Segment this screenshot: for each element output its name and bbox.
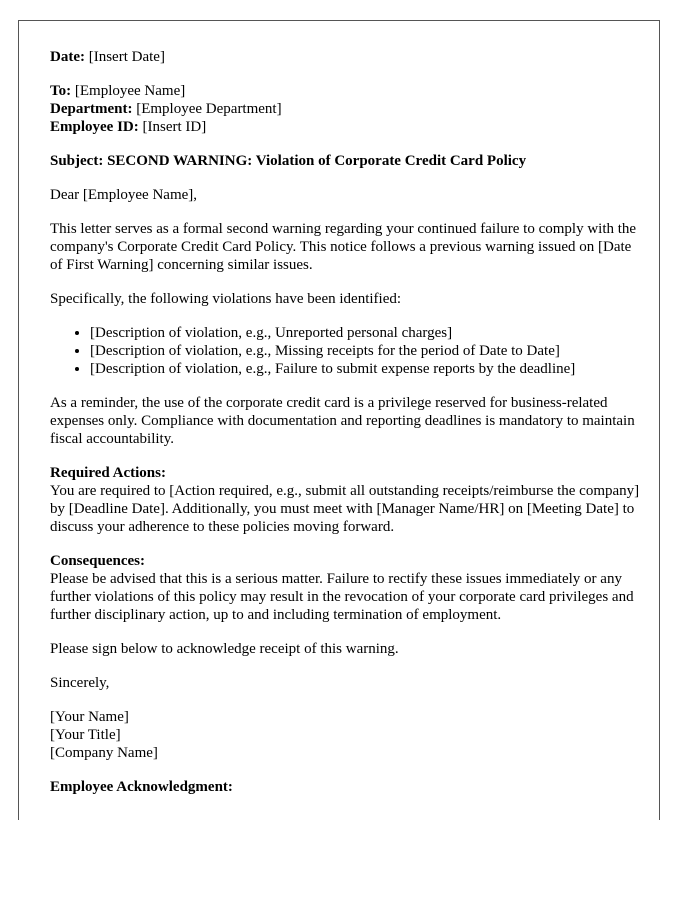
date-block xyxy=(50,48,645,66)
list-item: • [Description of violation, e.g., Missing receipts for the period of Date to Date] xyxy=(90,342,645,360)
signature-name: [Your Name] xyxy=(50,709,129,725)
to-line xyxy=(50,82,645,100)
subject-text: Subject: SECOND WARNING: Violation of Corporate Credit Card Policy xyxy=(50,153,527,169)
required-actions-text: You are required to [Action required, e.g., submit all outstanding receipts/reimburse the company] by [Deadline Date]. Additionally, you must meet with [Manager Name/HR] on [Meeting Date] to discuss your adherence to these policies moving forward. xyxy=(50,483,640,535)
intro-paragraph: This letter serves as a formal second warning regarding your continued failure to comply with the company's Corporate Credit Card Policy. This notice follows a previous warning issued on [Date of First Warning] concerning similar issues. xyxy=(50,221,637,273)
department-line xyxy=(50,100,645,118)
date-value: [Insert Date] xyxy=(88,49,165,65)
employee-id-line xyxy=(50,118,645,136)
employee-id-value: [Insert ID] xyxy=(142,119,207,135)
to-label: To: xyxy=(50,83,72,99)
required-actions-section xyxy=(50,464,645,536)
recipient-block xyxy=(50,82,645,136)
salutation: Dear [Employee Name], xyxy=(50,187,198,203)
employee-id-label: Employee ID: xyxy=(50,119,139,135)
reminder-paragraph: As a reminder, the use of the corporate credit card is a privilege reserved for business-related expenses only. Compliance with documentation and reporting deadlines is mandatory to maintain fiscal accountability. xyxy=(50,395,635,447)
closing: Sincerely, xyxy=(50,675,110,691)
signature-title: [Your Title] xyxy=(50,727,121,743)
consequences-section xyxy=(50,552,645,624)
letter-content xyxy=(50,48,645,812)
acknowledgment-section xyxy=(50,778,645,796)
to-value: [Employee Name] xyxy=(74,83,186,99)
date-label: Date: xyxy=(50,49,85,65)
sign-request: Please sign below to acknowledge receipt of this warning. xyxy=(50,641,399,657)
subject-line xyxy=(50,152,645,170)
acknowledgment-heading: Employee Acknowledgment: xyxy=(50,779,233,795)
department-value: [Employee Department] xyxy=(136,101,282,117)
violations-intro: Specifically, the following violations have been identified: xyxy=(50,291,402,307)
required-actions-heading: Required Actions: xyxy=(50,465,166,481)
consequences-text: Please be advised that this is a serious matter. Failure to rectify these issues immediately or any further violations of this policy may result in the revocation of your corporate card privileges and further disciplinary action, up to and including termination of employment. xyxy=(50,571,634,623)
signature-block xyxy=(50,708,645,762)
letter-page xyxy=(18,20,660,820)
consequences-heading: Consequences: xyxy=(50,553,146,569)
department-label: Department: xyxy=(50,101,133,117)
violations-list xyxy=(50,324,645,378)
signature-company: [Company Name] xyxy=(50,745,158,761)
date-line xyxy=(50,48,645,66)
list-item: • [Description of violation, e.g., Unreported personal charges] xyxy=(90,324,645,342)
list-item: • [Description of violation, e.g., Failure to submit expense reports by the deadline] xyxy=(90,360,645,378)
